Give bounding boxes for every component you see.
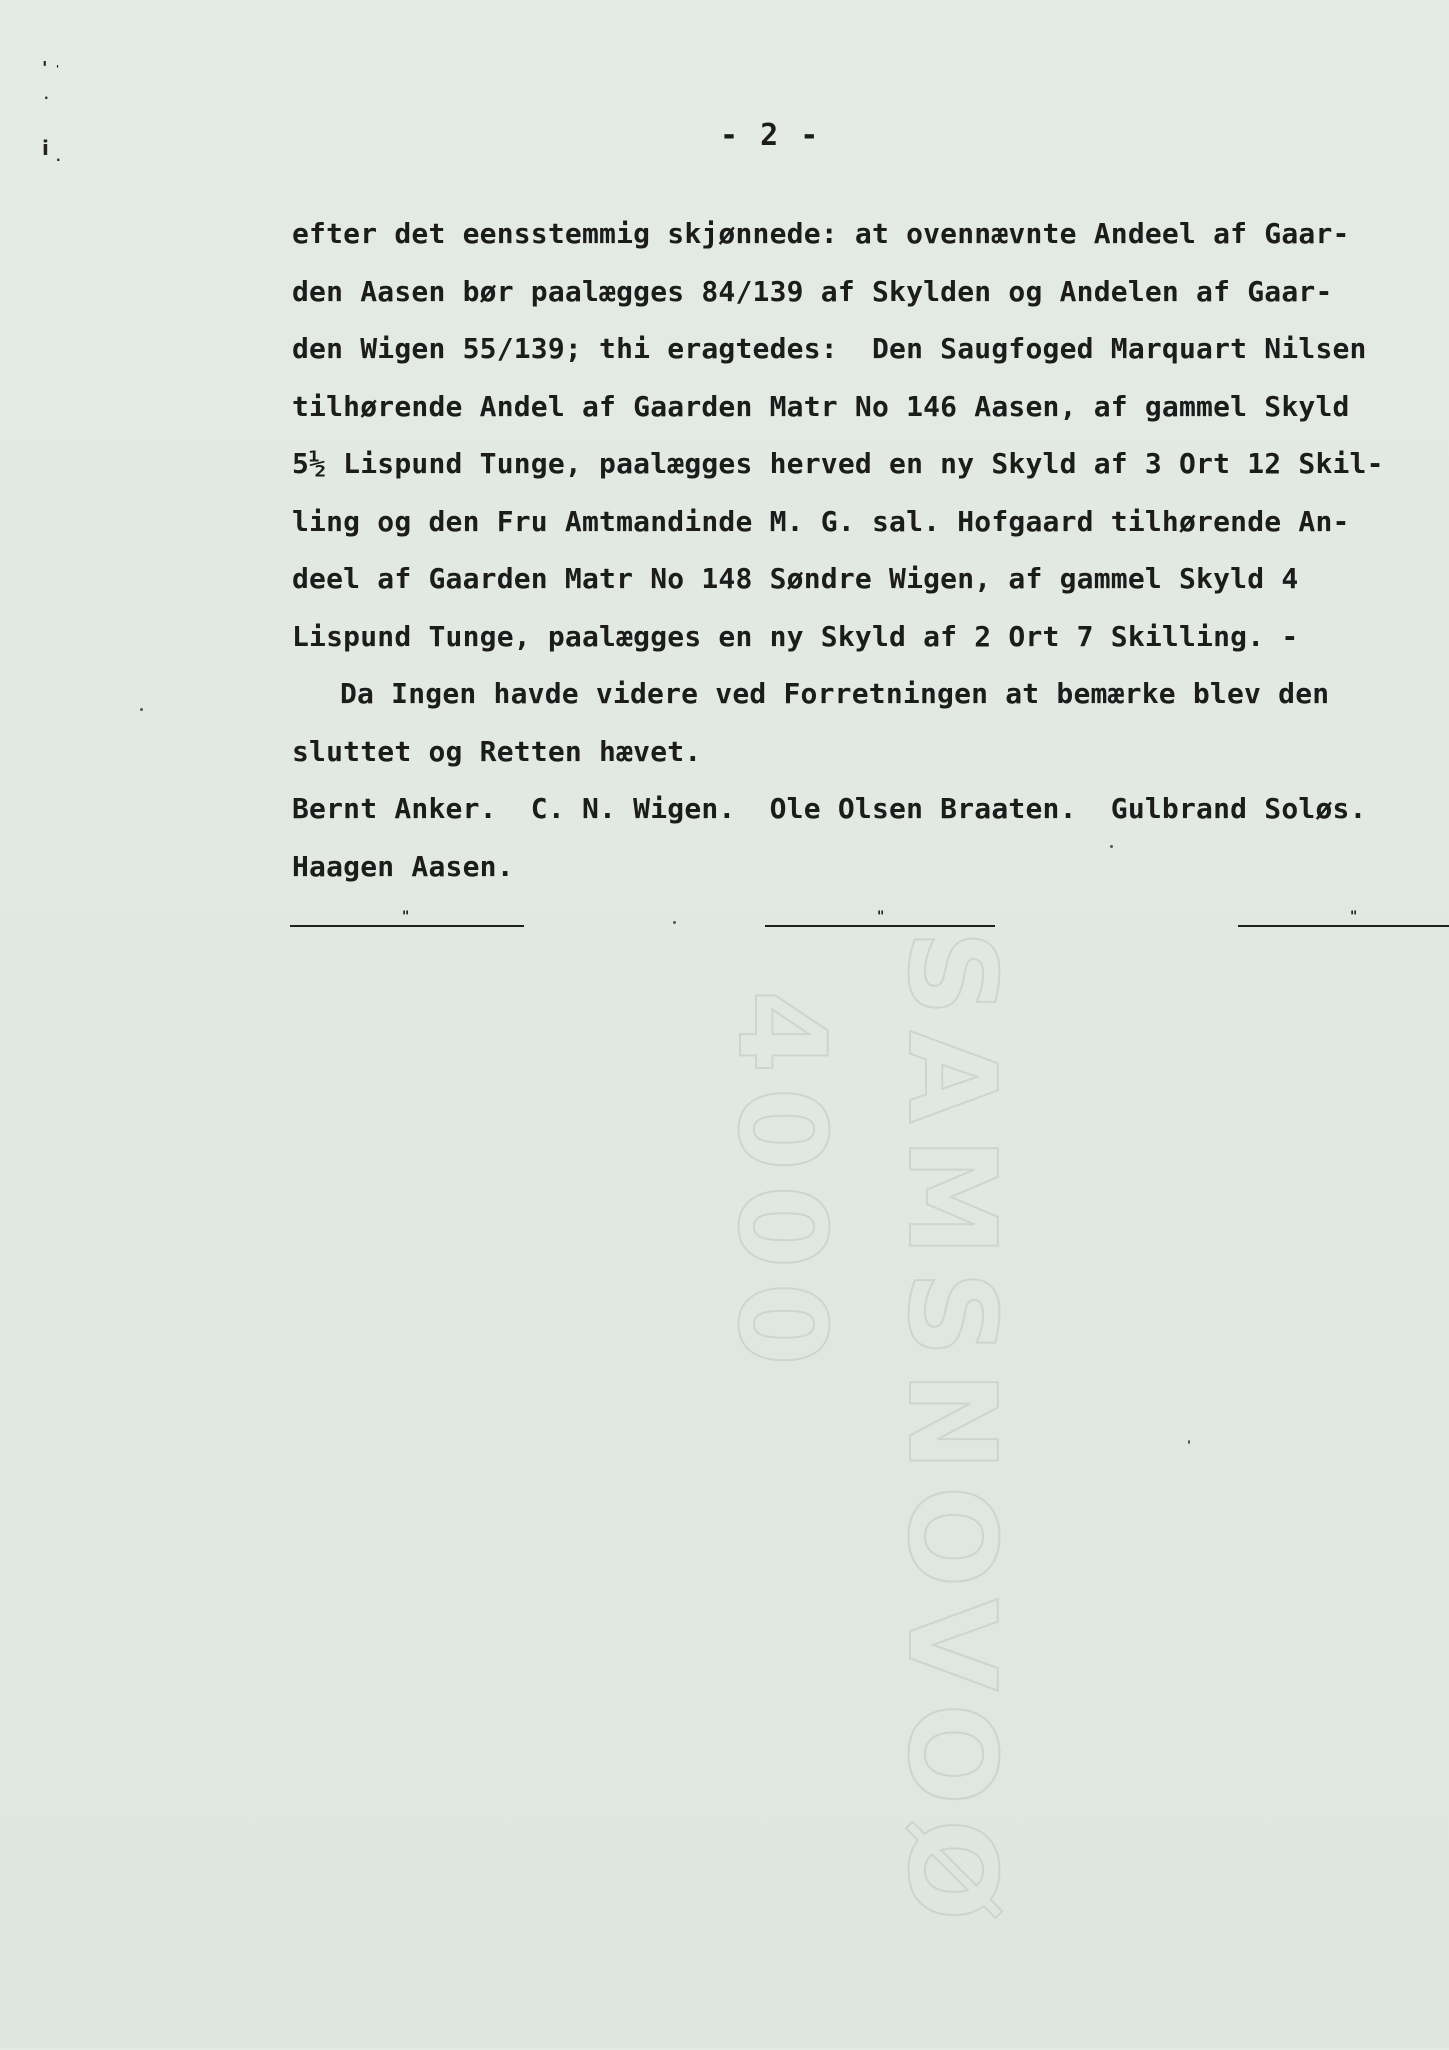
text-line: ling og den Fru Amtmandinde M. G. sal. Hofgaard tilhørende An- [292, 504, 1350, 538]
paper-speck [1110, 845, 1113, 848]
margin-mark: ' [42, 58, 48, 79]
margin-mark: . [56, 150, 61, 164]
watermark-line-2: 4000 [711, 990, 850, 1380]
paper-speck [673, 921, 676, 924]
separator-mark: " [402, 909, 410, 925]
text-line: efter det eensstemmig skjønnede: at ovennævnte Andeel af Gaar- [292, 217, 1350, 250]
separator-rule [1238, 909, 1449, 927]
margin-mark: i [42, 136, 49, 160]
paper-speck [140, 708, 143, 711]
margin-mark: . [44, 88, 49, 102]
text-line: 5½ Lispund Tunge, paalægges herved en ny Skyld af 3 Ort 12 Skil- [292, 447, 1384, 480]
separator-mark: " [877, 909, 885, 925]
page-number: - 2 - [720, 118, 821, 153]
margin-mark: ' [56, 64, 60, 75]
text-line: tilhørende Andel af Gaarden Matr No 146 Aasen, af gammel Skyld [292, 389, 1350, 423]
text-line: sluttet og Retten hævet. [292, 734, 702, 768]
text-line: Da Ingen havde videre ved Forretningen at bemærke blev den [340, 677, 1330, 710]
text-line: Lispund Tunge, paalægges en ny Skyld af 2 Ort 7 Skilling. - [292, 619, 1299, 653]
watermark-line-1: SAMSNOVOØ [881, 930, 1020, 1936]
signatures-line: Bernt Anker. C. N. Wigen. Ole Olsen Braaten. Gulbrand Soløs. [292, 792, 1367, 825]
separator-mark: " [1350, 909, 1358, 925]
signatures-line: Haagen Aasen. [292, 849, 514, 883]
text-line: deel af Gaarden Matr No 148 Søndre Wigen, af gammel Skyld 4 [292, 562, 1299, 595]
text-line: den Aasen bør paalægges 84/139 af Skylden og Andelen af Gaar- [292, 274, 1333, 308]
text-line: den Wigen 55/139; thi eragtedes: Den Saugfoged Marquart Nilsen [292, 332, 1367, 365]
margin-marks [38, 58, 78, 168]
paper-speck [1188, 1440, 1190, 1444]
watermark [620, 930, 1040, 2050]
separator-rule [765, 909, 995, 927]
document-body [292, 205, 1422, 895]
separator-rule [290, 909, 524, 927]
